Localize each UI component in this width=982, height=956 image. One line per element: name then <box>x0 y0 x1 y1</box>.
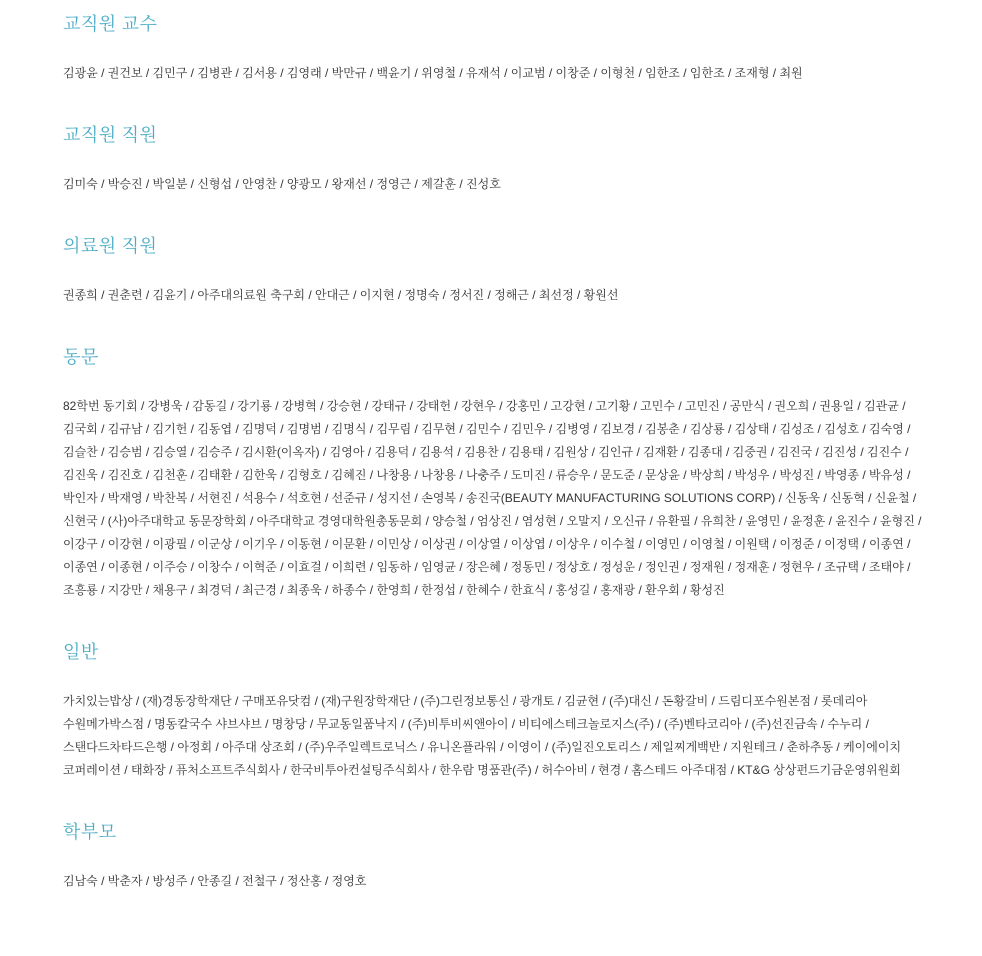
name-list-faculty-professors: 김광윤 / 권건보 / 김민구 / 김병관 / 김서용 / 김영래 / 박만규 / 백윤기 / 위영철 / 유재석 / 이교범 / 이창준 / 이형천 / 임한조 / 임한조 / 조재형 / 최원 <box>63 66 803 80</box>
section-faculty-professors <box>63 14 922 85</box>
section-title-faculty-staff: 교직원 직원 <box>63 125 158 145</box>
section-parents <box>63 822 922 893</box>
section-alumni <box>63 347 922 602</box>
name-list-faculty-staff: 김미숙 / 박승진 / 박일분 / 신형섭 / 안영찬 / 양광모 / 왕재선 / 정영근 / 제갈훈 / 진성호 <box>63 177 501 191</box>
section-title-medical-center-staff: 의료원 직원 <box>63 236 158 256</box>
name-list-medical-center-staff: 권종희 / 권춘련 / 김윤기 / 아주대의료원 축구회 / 안대근 / 이지현 / 정명숙 / 정서진 / 정해근 / 최선정 / 황원선 <box>63 288 619 302</box>
name-list-parents: 김남숙 / 박춘자 / 방성주 / 안종길 / 전철구 / 정산홍 / 정영호 <box>63 874 367 888</box>
section-title-alumni: 동문 <box>63 347 99 367</box>
section-general <box>63 642 922 782</box>
section-title-general: 일반 <box>63 642 99 662</box>
section-title-parents: 학부모 <box>63 822 117 842</box>
section-medical-center-staff <box>63 236 922 307</box>
section-title-faculty-professors: 교직원 교수 <box>63 14 158 34</box>
name-list-general: 가치있는밥상 / (재)경동장학재단 / 구매포유닷컴 / (재)구원장학재단 / (주)그린정보통신 / 광개토 / 김균현 / (주)대신 / 돈황갈비 / 드림디포수원본점 / 롯데리아 수원메가박스점 / 명동칼국수 샤브샤브 / 명창당 / 무교동일품낙지 / (주)비투비씨앤아이 / 비티에스테크놀로지스(주) / (주)벤타코리아 / (주)선진금속 / 수누리 / 스탠다드차타드은행 / 아정회 / 아주대 상조회 / (주)우주일렉트로닉스 / 유니온플라워 / 이영이 / (주)일진오토리스 / 제일찌게백반 / 지원테크 / 춘하추동 / 케이에이치 코퍼레이션 / 태화장 / 퓨처소프트주식회사 / 한국비투아컨설팅주식회사 / 한우람 명품관(주) / 허수아비 / 현경 / 홈스테드 아주대점 / KT&G 상상펀드기금운영위원회 <box>63 694 902 777</box>
section-faculty-staff <box>63 125 922 196</box>
name-list-alumni: 82학번 동기회 / 강병욱 / 감동길 / 강기룡 / 강병혁 / 강승현 / 강태규 / 강태헌 / 강현우 / 강홍민 / 고강현 / 고기황 / 고민수 / 고민진 / 공만식 / 권오희 / 권용일 / 김관균 / 김국회 / 김규남 / 김기헌 / 김동엽 / 김명덕 / 김명범 / 김명식 / 김무림 / 김무현 / 김민수 / 김민우 / 김병영 / 김보경 / 김봉춘 / 김상룡 / 김상태 / 김성조 / 김성호 / 김숙영 / 김슬찬 / 김승범 / 김승열 / 김승주 / 김시환(이옥자) / 김영아 / 김용덕 / 김용석 / 김용찬 / 김용태 / 김원상 / 김인규 / 김재환 / 김종대 / 김중권 / 김진국 / 김진성 / 김진수 / 김진욱 / 김진호 / 김천훈 / 김태환 / 김한욱 / 김형호 / 김혜진 / 나창용 / 나창용 / 나충주 / 도미진 / 류승우 / 문도준 / 문상윤 / 박상희 / 박성우 / 박성진 / 박영종 / 박유성 / 박인자 / 박재영 / 박찬복 / 서현진 / 석용수 / 석호현 / 선준규 / 성지선 / 손영복 / 송진국(BEAUTY MANUFACTURING SOLUTIONS CORP) / 신동욱 / 신동혁 / 신윤철 / 신현국 / (사)아주대학교 동문장학회 / 아주대학교 경영대학원총동문회 / 양승철 / 엄상진 / 염성현 / 오말지 / 오신규 / 유환필 / 유희찬 / 윤영민 / 윤정훈 / 윤진수 / 윤형진 / 이강구 / 이강현 / 이광필 / 이군상 / 이기우 / 이동현 / 이문환 / 이민상 / 이상권 / 이상열 / 이상엽 / 이상우 / 이수철 / 이영민 / 이영철 / 이원택 / 이정준 / 이정택 / 이종연 / 이종연 / 이종현 / 이주승 / 이창수 / 이혁준 / 이효걸 / 이희련 / 임동하 / 임영균 / 장은혜 / 정동민 / 정상호 / 정성운 / 정인권 / 정재원 / 정재훈 / 정현우 / 조규택 / 조태야 / 조흥룡 / 지강만 / 채용구 / 최경덕 / 최근경 / 최종욱 / 하종수 / 한영희 / 한정섭 / 한혜수 / 한효식 / 홍성길 / 홍재광 / 환우회 / 황성진 <box>63 399 922 597</box>
